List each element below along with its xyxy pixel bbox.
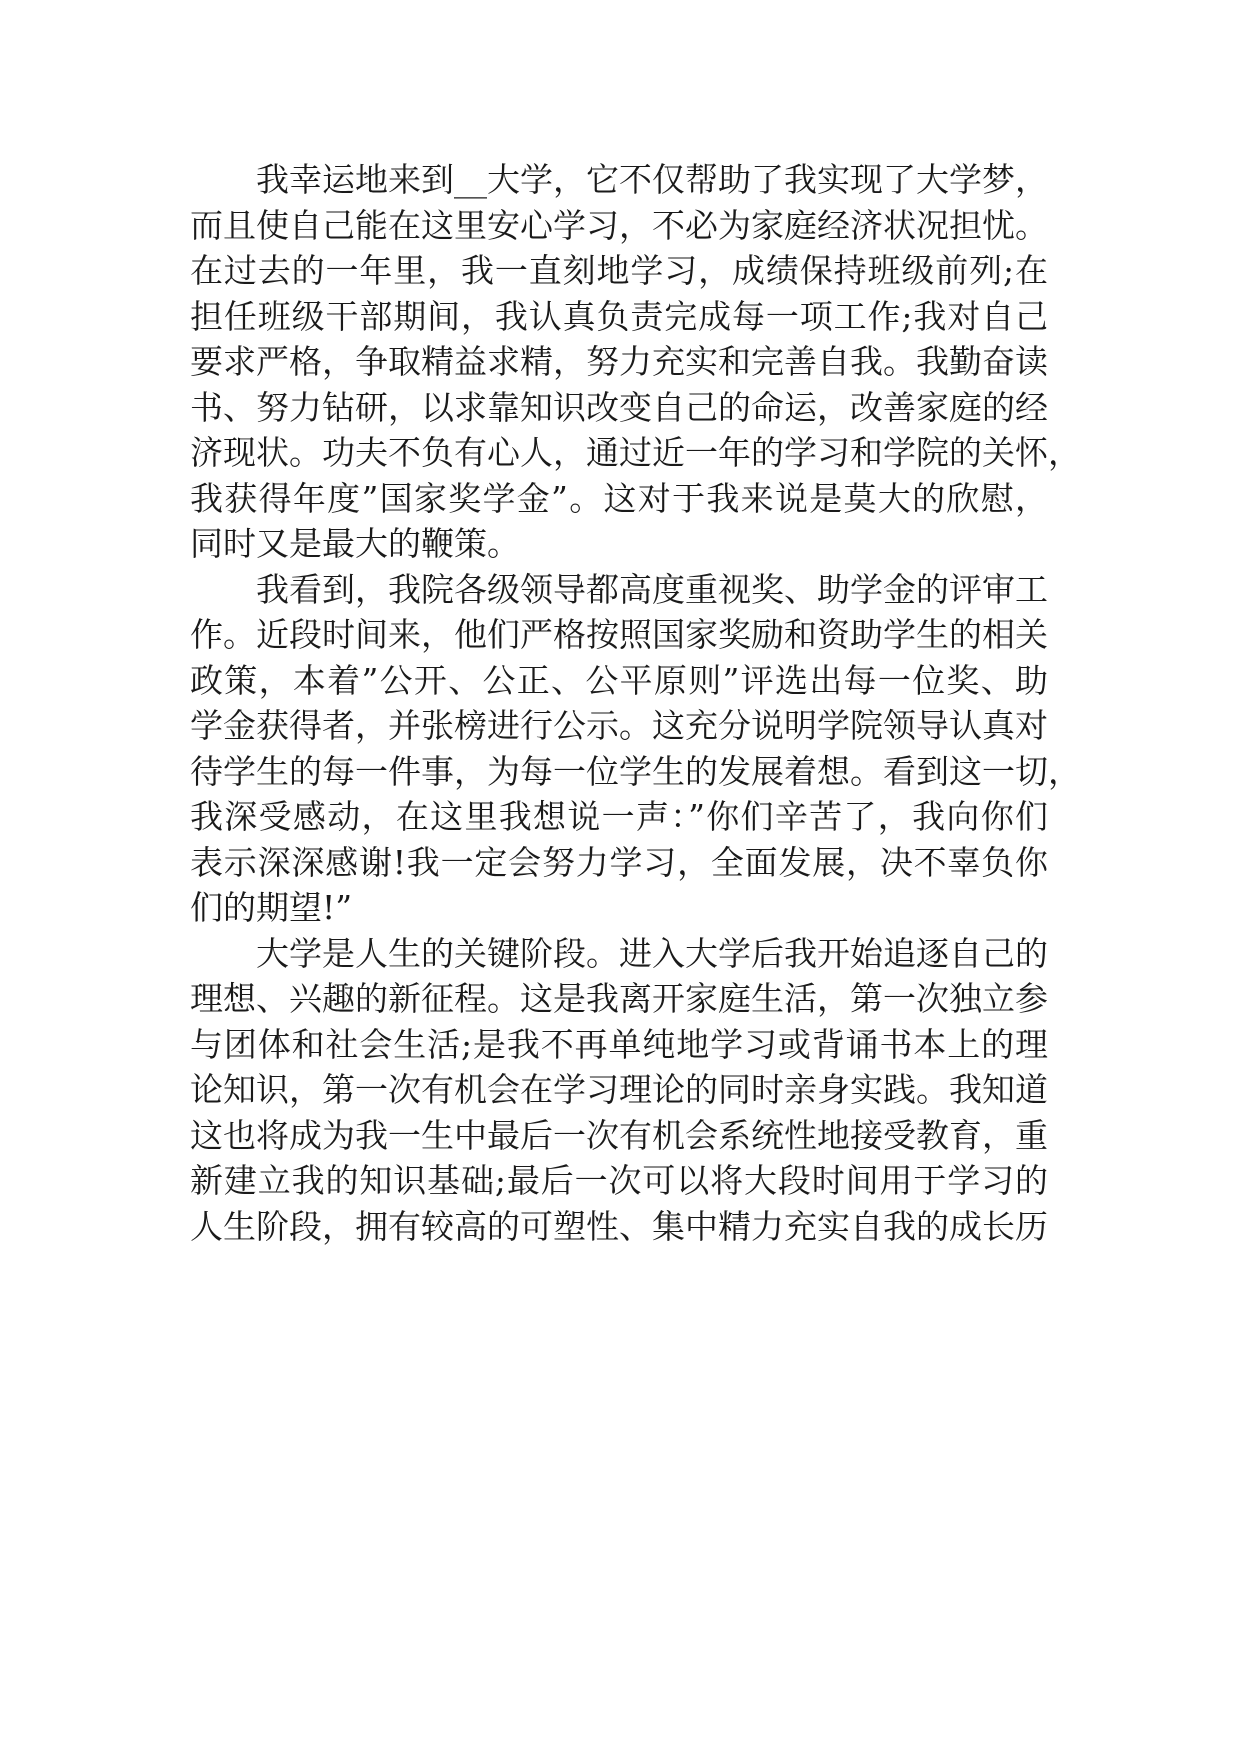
text-line: 要求严格，争取精益求精，努力充实和完善自我。我勤奋读	[190, 342, 1048, 381]
text-line: 我深受感动，在这里我想说一声：”你们辛苦了，我向你们	[190, 797, 1048, 836]
text-line: 学金获得者，并张榜进行公示。这充分说明学院领导认真对	[190, 706, 1048, 745]
text-line: 待学生的每一件事，为每一位学生的发展着想。看到这一切，	[190, 751, 1081, 791]
text-line: 新建立我的知识基础;最后一次可以将大段时间用于学习的	[190, 1161, 1048, 1200]
text-line: 论知识，第一次有机会在学习理论的同时亲身实践。我知道	[190, 1070, 1048, 1109]
text-line: 理想、兴趣的新征程。这是我离开家庭生活，第一次独立参	[190, 979, 1048, 1018]
text-line: 人生阶段，拥有较高的可塑性、集中精力充实自我的成长历	[190, 1206, 1048, 1246]
text-line: 担任班级干部期间，我认真负责完成每一项工作;我对自己	[190, 296, 1048, 336]
text-line: 在过去的一年里，我一直刻地学习，成绩保持班级前列;在	[190, 251, 1048, 290]
text-line: 我幸运地来到__大学，它不仅帮助了我实现了大学梦，	[256, 160, 1048, 199]
text-line: 而且使自己能在这里安心学习，不必为家庭经济状况担忧。	[190, 205, 1048, 245]
paragraph-2	[190, 567, 1081, 931]
text-line: 大学是人生的关键阶段。进入大学后我开始追逐自己的	[256, 933, 1048, 973]
paragraph-1	[190, 157, 1081, 567]
text-line: 同时又是最大的鞭策。	[190, 524, 520, 563]
text-line: 与团体和社会生活;是我不再单纯地学习或背诵书本上的理	[190, 1024, 1048, 1064]
text-line: 政策，本着”公开、公正、公平原则”评选出每一位奖、助	[190, 660, 1048, 700]
document-body	[190, 157, 1081, 1249]
text-line: 我看到，我院各级领导都高度重视奖、助学金的评审工	[256, 569, 1048, 609]
text-line: 们的期望!”	[190, 888, 353, 927]
paragraph-3	[190, 931, 1048, 1250]
text-line: 我获得年度”国家奖学金”。这对于我来说是莫大的欣慰，	[190, 478, 1048, 518]
text-line: 这也将成为我一生中最后一次有机会系统性地接受教育，重	[190, 1115, 1048, 1155]
text-line: 表示深深感谢!我一定会努力学习，全面发展，决不辜负你	[190, 842, 1048, 882]
text-line: 济现状。功夫不负有心人，通过近一年的学习和学院的关怀，	[190, 433, 1081, 472]
text-line: 书、努力钻研，以求靠知识改变自己的命运，改善家庭的经	[190, 387, 1048, 427]
text-line: 作。近段时间来，他们严格按照国家奖励和资助学生的相关	[190, 615, 1048, 654]
